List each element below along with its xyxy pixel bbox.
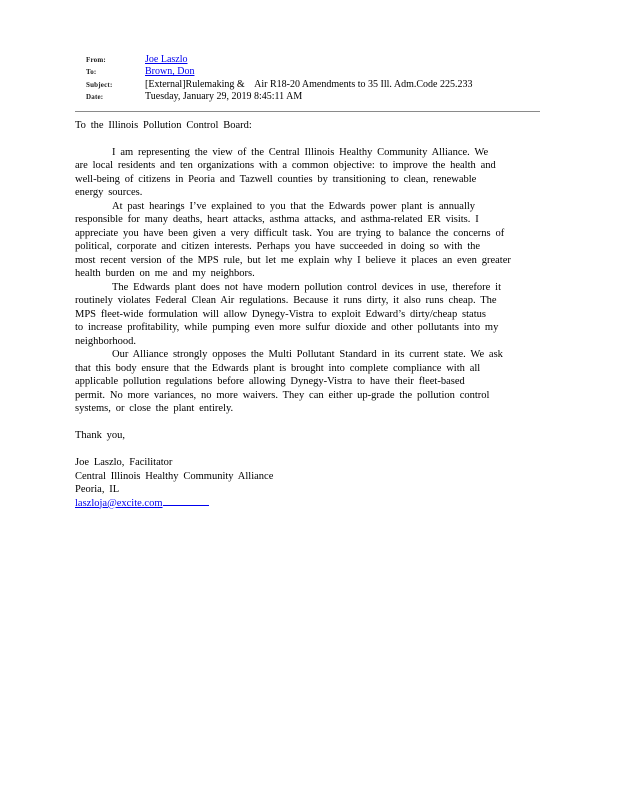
header-field-label: To: bbox=[86, 68, 97, 77]
blank-line bbox=[75, 443, 575, 457]
body-line: routinely violates Federal Clean Air regulations. Because it runs dirty, it also runs cheap. The bbox=[75, 295, 497, 307]
signature-line: Peoria, IL bbox=[75, 484, 120, 496]
blank-line bbox=[75, 132, 575, 146]
paragraphs bbox=[75, 146, 575, 416]
letter-body bbox=[75, 119, 575, 511]
email-link-row bbox=[75, 497, 575, 511]
header-field-row bbox=[75, 66, 575, 78]
email-document bbox=[75, 54, 575, 510]
body-line: At past hearings I’ve explained to you that the Edwards power plant is annually bbox=[112, 200, 476, 212]
header-field-label: Date: bbox=[86, 93, 104, 102]
body-line: neighborhood. bbox=[75, 335, 136, 347]
header-field-row bbox=[75, 54, 575, 66]
body-line: applicable pollution regulations before allowing Dynegy-Vistra to have their fleet-based bbox=[75, 376, 465, 388]
email-link-underline-tail bbox=[163, 504, 209, 506]
body-line: Our Alliance strongly opposes the Multi Pollutant Standard in its current state. We ask bbox=[112, 349, 503, 361]
body-line: to increase profitability, while pumping even more sulfur dioxide and other pollutants into my bbox=[75, 322, 499, 334]
body-line: well-being of citizens in Peoria and Tazwell counties by transitioning to clean, renewable bbox=[75, 173, 477, 185]
header-field-row bbox=[75, 91, 575, 103]
to-value-link[interactable]: Brown, Don bbox=[145, 66, 195, 78]
header-field-row bbox=[75, 79, 575, 91]
body-line: are local residents and ten organizations with a common objective: to improve the health and bbox=[75, 160, 496, 172]
header-divider bbox=[75, 111, 540, 112]
body-line: energy sources. bbox=[75, 187, 143, 199]
body-line: responsible for many deaths, heart attacks, asthma attacks, and asthma-related ER visits. I bbox=[75, 214, 479, 226]
body-line: The Edwards plant does not have modern pollution control devices in use, therefore it bbox=[112, 281, 501, 293]
body-line: that this body ensure that the Edwards plant is brought into complete compliance with all bbox=[75, 362, 481, 374]
header-field-label: From: bbox=[86, 56, 106, 64]
signature-line: Central Illinois Healthy Community Alliance bbox=[75, 470, 274, 482]
header-field-label: Subject: bbox=[86, 80, 113, 89]
date-value: Tuesday, January 29, 2019 8:45:11 AM bbox=[145, 91, 303, 103]
subject-value: [External]Rulemaking & Air R18-20 Amendments to 35 Ill. Adm.Code 225.233 bbox=[145, 78, 473, 90]
body-line: appreciate you have been given a very difficult task. You are trying to balance the concerns of bbox=[75, 227, 505, 239]
closing: Thank you, bbox=[75, 430, 126, 442]
from-value-link[interactable]: Joe Laszlo bbox=[145, 54, 188, 65]
body-line: systems, or close the plant entirely. bbox=[75, 403, 234, 415]
signature-line: Joe Laszlo, Facilitator bbox=[75, 457, 173, 469]
body-line: MPS fleet-wide formulation will allow Dynegy-Vistra to exploit Edward’s dirty/cheap status bbox=[75, 308, 486, 320]
body-line: I am representing the view of the Central Illinois Healthy Community Alliance. We bbox=[112, 146, 489, 158]
salutation: To the Illinois Pollution Control Board: bbox=[75, 119, 252, 131]
signature-block bbox=[75, 456, 575, 497]
body-line: most recent version of the MPS rule, but let me explain why I believe it places an even greater bbox=[75, 254, 511, 266]
body-line: health burden on me and my neighbors. bbox=[75, 268, 255, 280]
email-link[interactable]: laszloja@excite.com bbox=[75, 497, 163, 509]
blank-line bbox=[75, 416, 575, 430]
body-line: political, corporate and citizen interests. Perhaps you have succeeded in doing so with the bbox=[75, 241, 481, 253]
body-line: permit. No more variances, no more waivers. They can either up-grade the pollution control bbox=[75, 389, 490, 401]
header-fields bbox=[75, 54, 575, 104]
